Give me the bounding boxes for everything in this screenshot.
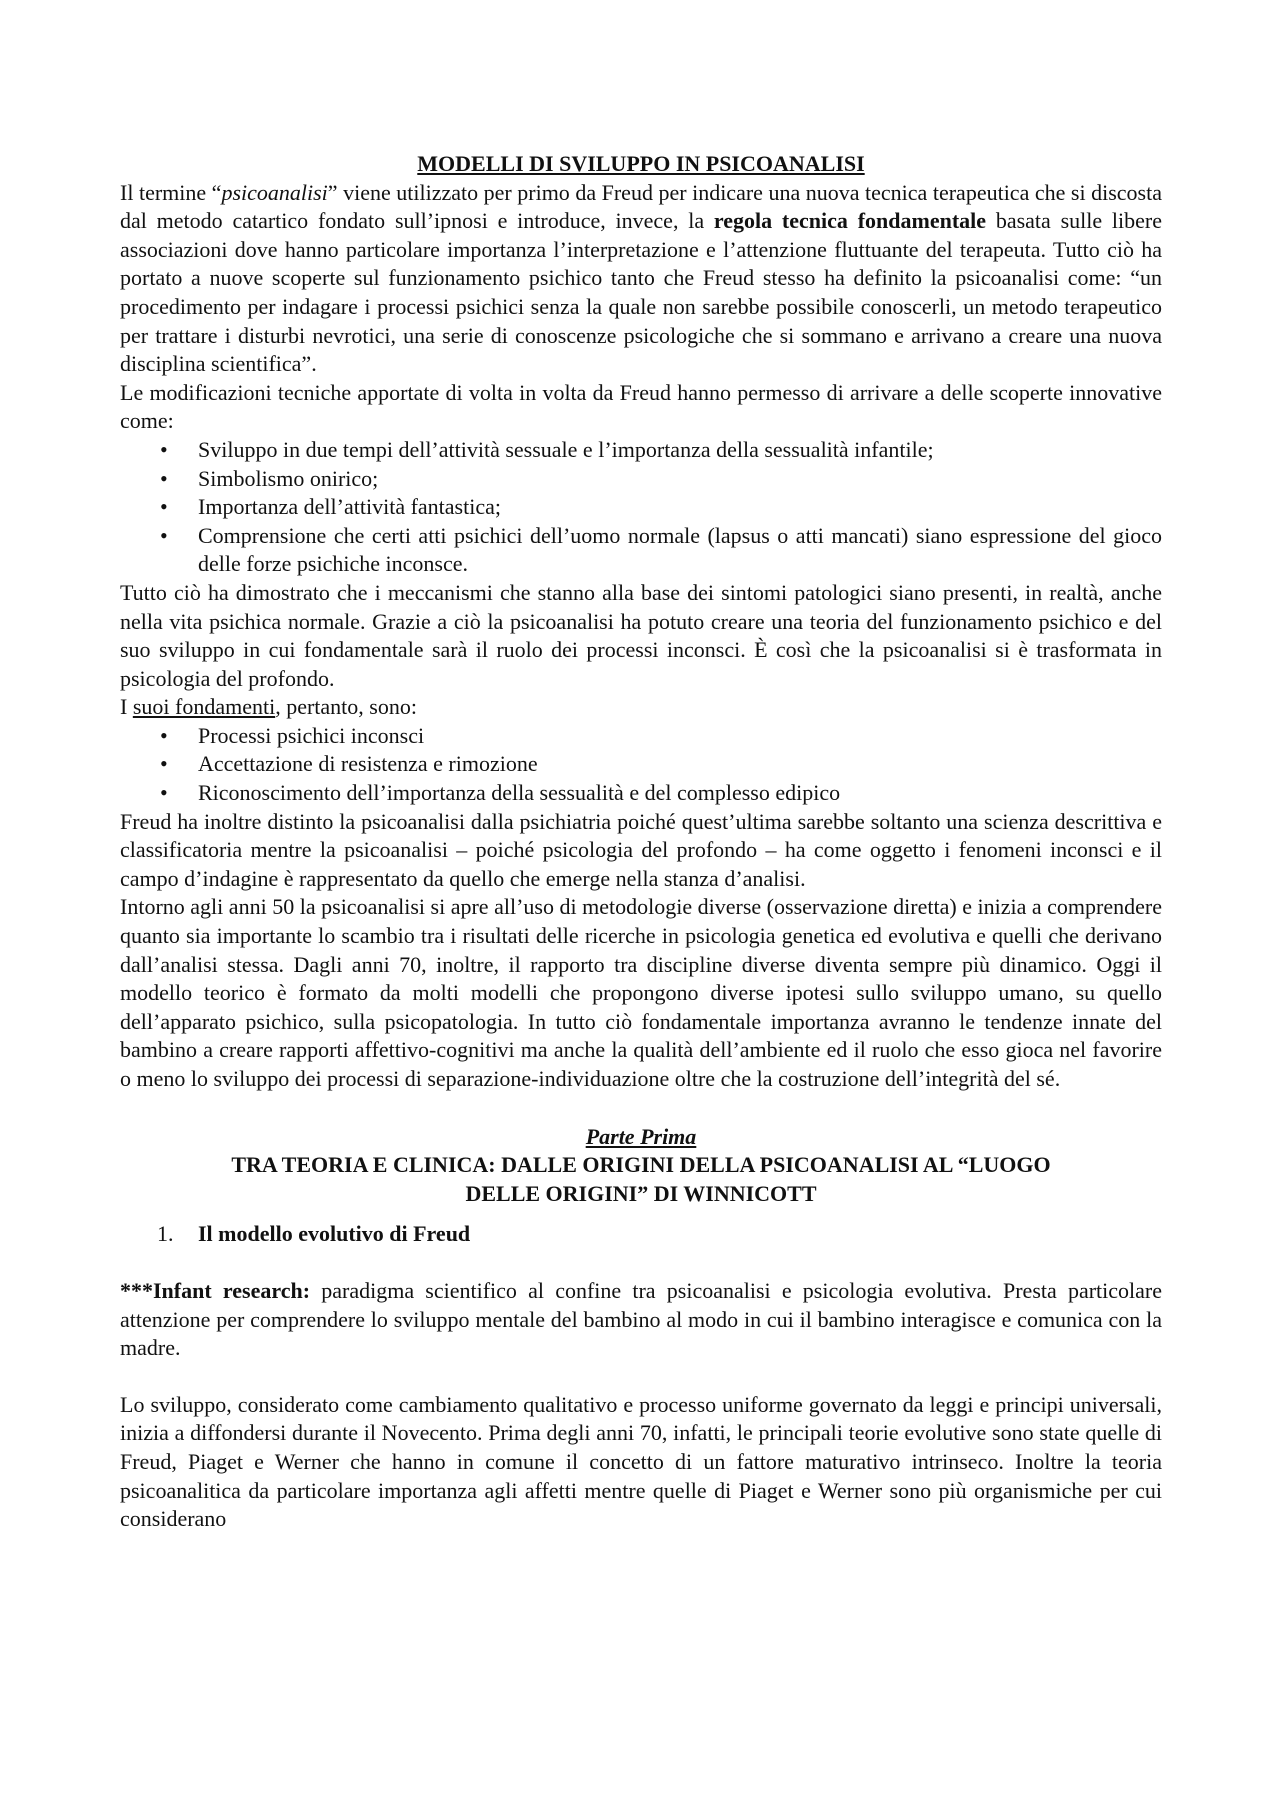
underlined-term: suoi fondamenti [132, 694, 276, 720]
list-item: • Simbolismo onirico; [120, 465, 1162, 494]
paragraph-foundations [120, 693, 1162, 722]
list-item: • Comprensione che certi atti psichici dell’uomo normale (lapsus o atti mancati) siano espressione del gioco delle forze psichiche inconsce. [120, 522, 1162, 579]
part-title-line-2: DELLE ORIGINI” DI WINNICOTT [465, 1180, 817, 1206]
text: , pertanto, sono: [275, 694, 417, 720]
document-title: MODELLI DI SVILUPPO IN PSICOANALISI [417, 151, 865, 176]
text: Il termine “ [120, 179, 222, 205]
paragraph-mechanisms: Tutto ciò ha dimostrato che i meccanismi che stanno alla base dei sintomi patologici siano presenti, in realtà, anche nella vita psichica normale. Grazie a ciò la psicoanalisi ha potuto creare una teoria del funzionamento psichico e del suo sviluppo in cui fondamentale sarà il ruolo dei processi inconsci. È così che la psicoanalisi si è trasformata in psicologia del profondo. [120, 579, 1162, 691]
paragraph-intro [120, 179, 1162, 379]
foundations-list [120, 722, 1162, 808]
list-item: • Processi psichici inconsci [120, 722, 1162, 751]
list-item: • Sviluppo in due tempi dell’attività sessuale e l’importanza della sessualità infantile; [120, 436, 1162, 465]
list-item: • Accettazione di resistenza e rimozione [120, 750, 1162, 779]
text: paradigma scientifico al confine tra psicoanalisi e psicologia evolutiva. Presta particolare attenzione per comprendere lo sviluppo mentale del bambino al modo in cui il bambino interagisce e comunica con la madre. [120, 1277, 1162, 1361]
list-item: • Riconoscimento dell’importanza della sessualità e del complesso edipico [120, 779, 1162, 808]
chapter-number: 1. [157, 1221, 174, 1247]
paragraph-infant-research [120, 1277, 1162, 1363]
part-label: Parte Prima [585, 1123, 697, 1149]
paragraph-development: Lo sviluppo, considerato come cambiamento qualitativo e processo uniforme governato da leggi e principi universali, inizia a diffondersi durante il Novecento. Prima degli anni 70, infatti, le principali teorie evolutive sono state quelle di Freud, Piaget e Werner che hanno in comune il concetto di un fattore maturativo intrinseco. Inoltre la teoria psicoanalitica da particolare importanza agli affetti mentre quelle di Piaget e Werner sono più organismiche per cui considerano [120, 1391, 1162, 1532]
list-item: • Importanza dell’attività fantastica; [120, 493, 1162, 522]
bold-term: ***Infant research: [120, 1277, 311, 1303]
part-title-line-1: TRA TEORIA E CLINICA: DALLE ORIGINI DELLA PSICOANALISI AL “LUOGO [231, 1152, 1051, 1178]
discoveries-list [120, 436, 1162, 579]
paragraph-psychiatry: Freud ha inoltre distinto la psicoanalisi dalla psichiatria poiché quest’ultima sarebbe soltanto una scienza descrittiva e classificatoria mentre la psicoanalisi – poiché psicologia del profondo – ha come oggetto i fenomeni inconsci e il campo d’indagine è rappresentato da quello che emerge nella stanza d’analisi. [120, 808, 1162, 891]
paragraph-fifties: Intorno agli anni 50 la psicoanalisi si apre all’uso di metodologie diverse (osservazione diretta) e inizia a comprendere quanto sia importante lo scambio tra i risultati delle ricerche in psicologia genetica ed evolutiva e quelli che derivano dall’analisi stessa. Dagli anni 70, inoltre, il rapporto tra discipline diverse diventa sempre più dinamico. Oggi il modello teorico è formato da molti modelli che propongono diverse ipotesi sullo sviluppo umano, su quello dell’apparato psichico, sulla psicopatologia. In tutto ciò fondamentale importanza avranno le tendenze innate del bambino a creare rapporti affettivo-cognitivi ma anche la qualità dell’ambiente ed il ruolo che esso gioca nel favorire o meno lo sviluppo dei processi di separazione-individuazione oltre che la costruzione dell’integrità del sé. [120, 894, 1162, 1091]
italic-term: psicoanalisi [221, 179, 328, 205]
chapter-title: Il modello evolutivo di Freud [198, 1221, 471, 1247]
bold-term: regola tecnica fondamentale [713, 208, 987, 234]
text: ” viene utilizzato per primo da Freud per indicare una nuova tecnica terapeutica che si discosta dal metodo catartico fondato sull’ipnosi e introduce, invece, la [120, 179, 1162, 234]
text: basata sulle libere associazioni dove hanno particolare importanza l’interpretazione e l’attenzione fluttuante del terapeuta. Tutto ciò ha portato a nuove scoperte sul funzionamento psichico tanto che Freud stesso ha definito la psicoanalisi come: “un procedimento per indagare i processi psichici senza la quale non sarebbe possibile conoscerli, un metodo terapeutico per trattare i disturbi nevrotici, una serie di conoscenze psicologiche che si sommano e arrivano a creare una nuova disciplina scientifica”. [120, 208, 1162, 377]
chapter-heading [120, 1220, 1162, 1249]
document-page [120, 150, 1162, 1534]
text: I [120, 694, 133, 720]
paragraph-modifications: Le modificazioni tecniche apportate di volta in volta da Freud hanno permesso di arrivare a delle scoperte innovative come: [120, 379, 1162, 434]
